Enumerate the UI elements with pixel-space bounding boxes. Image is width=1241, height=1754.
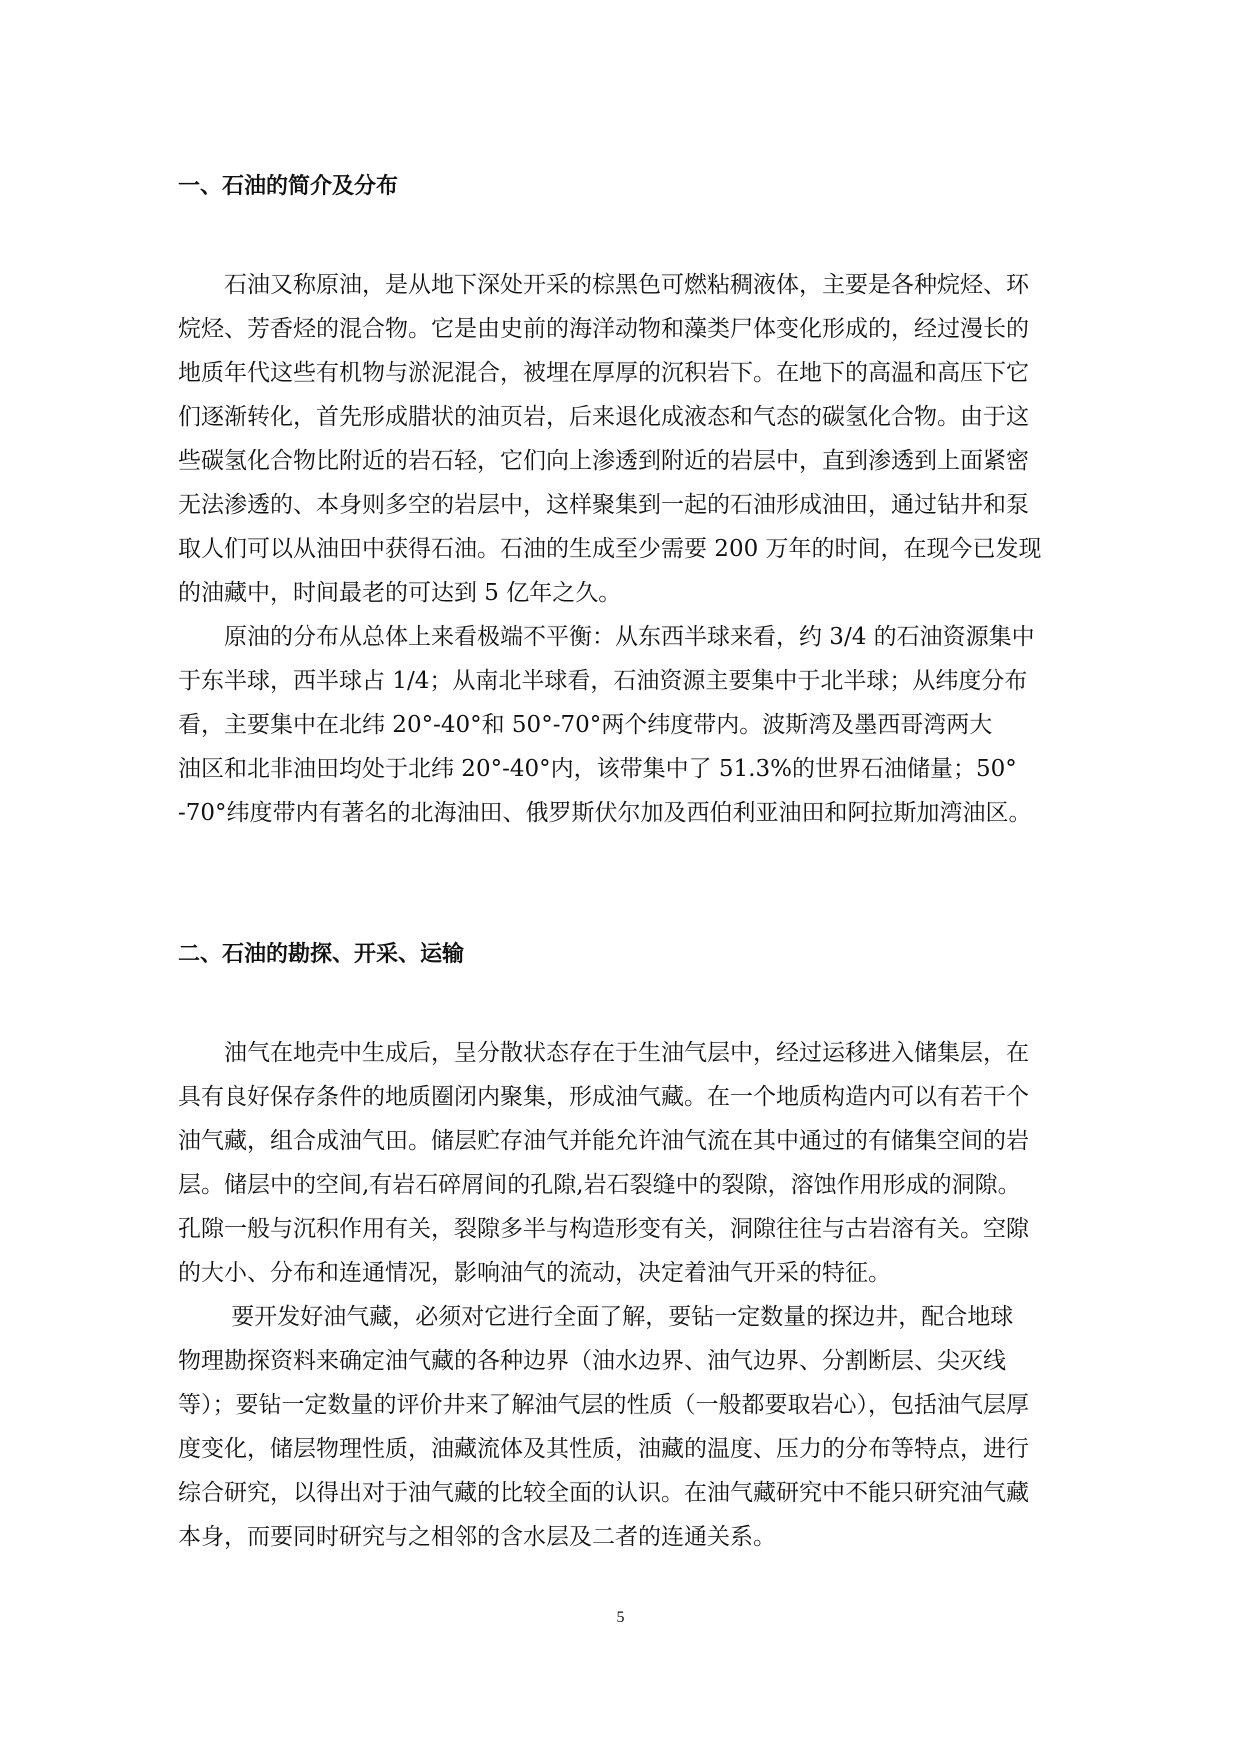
page-number: 5 [616,1609,625,1626]
text-line: 于东半球，西半球占 1/4；从南北半球看，石油资源主要集中于北半球；从纬度分布 [178,668,1028,694]
text-line: 无法渗透的、本身则多空的岩层中，这样聚集到一起的石油形成油田，通过钻井和泵 [178,492,1029,518]
text-line: 度变化，储层物理性质，油藏流体及其性质，油藏的温度、压力的分布等特点，进行 [178,1436,1029,1462]
text-line: 取人们可以从油田中获得石油。石油的生成至少需要 200 万年的时间，在现今已发现 [178,536,1042,562]
text-line: 烷烃、芳香烃的混合物。它是由史前的海洋动物和藻类尸体变化形成的，经过漫长的 [178,316,1029,342]
text-line: 油气在地壳中生成后，呈分散状态存在于生油气层中，经过运移进入储集层，在 [178,1040,1029,1066]
text-line: 等）；要钻一定数量的评价井来了解油气层的性质（一般都要取岩心），包括油气层厚 [178,1392,1029,1418]
text-line: 具有良好保存条件的地质圈闭内聚集，形成油气藏。在一个地质构造内可以有若干个 [178,1084,1029,1110]
text-line: 油气藏，组合成油气田。储层贮存油气并能允许油气流在其中通过的有储集空间的岩 [178,1128,1029,1154]
text-line: 石油又称原油，是从地下深处开采的棕黑色可燃粘稠液体，主要是各种烷烃、环 [178,272,1029,298]
text-line: 的大小、分布和连通情况，影响油气的流动，决定着油气开采的特征。 [178,1260,891,1286]
section-heading-intro: 一、石油的简介及分布 [178,174,399,199]
text-line: 的油藏中，时间最老的可达到 5 亿年之久。 [178,580,622,606]
text-line: 要开发好油气藏，必须对它进行全面了解，要钻一定数量的探边井，配合地球 [178,1304,1014,1330]
text-line: 综合研究，以得出对于油气藏的比较全面的认识。在油气藏研究中不能只研究油气藏 [178,1480,1029,1506]
paragraph-reservoir [178,1031,1083,1295]
text-line: 看，主要集中在北纬 20°-40°和 50°-70°两个纬度带内。波斯湾及墨西哥湾两大 [178,712,993,738]
text-line: 们逐渐转化，首先形成腊状的油页岩，后来退化成液态和气态的碳氢化合物。由于这 [178,404,1029,430]
text-line: 些碳氢化合物比附近的岩石轻，它们向上渗透到附近的岩层中，直到渗透到上面紧密 [178,448,1029,474]
text-line: 原油的分布从总体上来看极端不平衡：从东西半球来看，约 3/4 的石油资源集中 [178,624,1035,650]
text-line: -70°纬度带内有著名的北海油田、俄罗斯伏尔加及西伯利亚油田和阿拉斯加湾油区。 [178,800,1032,826]
text-line: 油区和北非油田均处于北纬 20°-40°内，该带集中了 51.3%的世界石油储量；50° [178,756,1017,782]
text-line: 层。储层中的空间,有岩石碎屑间的孔隙,岩石裂缝中的裂隙，溶蚀作用形成的洞隙。 [178,1172,1021,1198]
section-heading-exploration: 二、石油的勘探、开采、运输 [178,942,465,967]
paragraph-distribution [178,615,1083,835]
text-line: 地质年代这些有机物与淤泥混合，被埋在厚厚的沉积岩下。在地下的高温和高压下它 [178,360,1029,386]
text-line: 本身，而要同时研究与之相邻的含水层及二者的连通关系。 [178,1524,776,1550]
text-line: 物理勘探资料来确定油气藏的各种边界（油水边界、油气边界、分割断层、尖灭线 [178,1348,1006,1374]
paragraph-development [178,1295,1083,1559]
text-line: 孔隙一般与沉积作用有关，裂隙多半与构造形变有关，洞隙往往与古岩溶有关。空隙 [178,1216,1029,1242]
paragraph-intro [178,263,1083,615]
